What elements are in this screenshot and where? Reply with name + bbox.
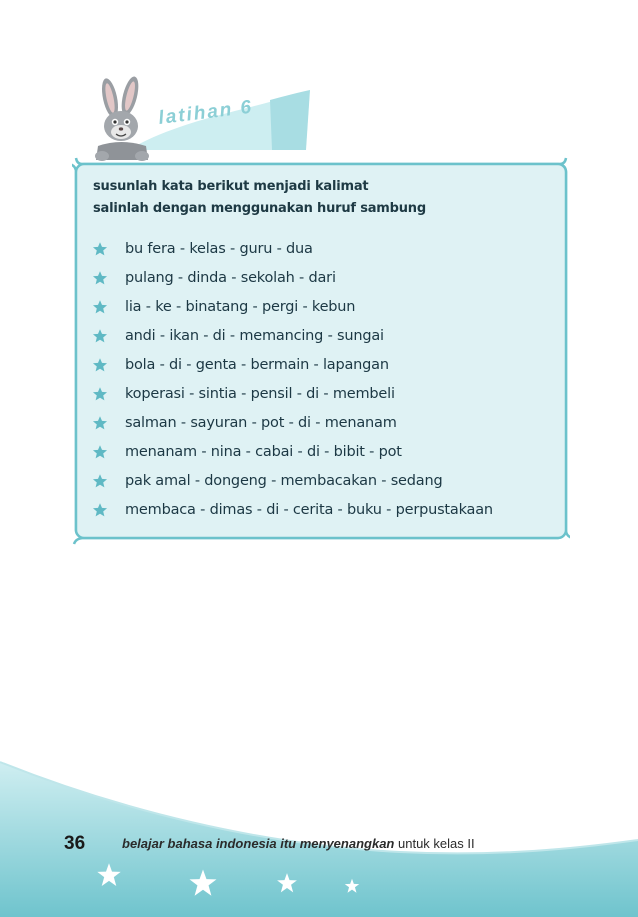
star-icon: [92, 415, 108, 431]
star-icon: [92, 386, 108, 402]
list-item-text: koperasi - sintia - pensil - di - membeli: [125, 385, 395, 402]
list-item: [92, 234, 493, 263]
list-item-text: bola - di - genta - bermain - lapangan: [125, 356, 389, 373]
list-item-text: membaca - dimas - di - cerita - buku - perpustakaan: [125, 501, 493, 518]
star-icon: [92, 328, 108, 344]
list-item-text: pak amal - dongeng - membacakan - sedang: [125, 472, 443, 489]
decorative-star-icon: [344, 878, 360, 894]
star-icon: [92, 299, 108, 315]
list-item: [92, 321, 493, 350]
word-list: [92, 234, 493, 524]
instruction-line-2: salinlah dengan menggunakan huruf sambung: [93, 201, 426, 216]
star-icon: [92, 241, 108, 257]
decorative-star-icon: [276, 872, 298, 894]
star-icon: [92, 357, 108, 373]
list-item-text: pulang - dinda - sekolah - dari: [125, 269, 336, 286]
list-item-text: lia - ke - binatang - pergi - kebun: [125, 298, 356, 315]
list-item: [92, 408, 493, 437]
list-item: [92, 495, 493, 524]
list-item-text: menanam - nina - cabai - di - bibit - pot: [125, 443, 402, 460]
star-icon: [92, 270, 108, 286]
list-item: [92, 437, 493, 466]
list-item-text: andi - ikan - di - memancing - sungai: [125, 327, 384, 344]
list-item: [92, 350, 493, 379]
instruction-line-1: susunlah kata berikut menjadi kalimat: [93, 179, 369, 194]
star-icon: [92, 473, 108, 489]
instructions: [93, 176, 553, 220]
list-item: [92, 379, 493, 408]
grade-label: untuk kelas II: [398, 836, 475, 851]
star-icon: [92, 502, 108, 518]
list-item: [92, 263, 493, 292]
decorative-star-icon: [96, 862, 122, 888]
bottom-wave-decoration: [0, 740, 638, 917]
list-item: [92, 292, 493, 321]
star-icon: [92, 444, 108, 460]
book-title: belajar bahasa indonesia itu menyenangkan: [122, 836, 395, 851]
list-item-text: salman - sayuran - pot - di - menanam: [125, 414, 397, 431]
decorative-star-icon: [188, 868, 218, 898]
list-item: [92, 466, 493, 495]
exercise-title: latihan 6: [157, 96, 255, 130]
page-number: 36: [64, 833, 86, 854]
footer-text: [122, 836, 475, 851]
list-item-text: bu fera - kelas - guru - dua: [125, 240, 313, 257]
